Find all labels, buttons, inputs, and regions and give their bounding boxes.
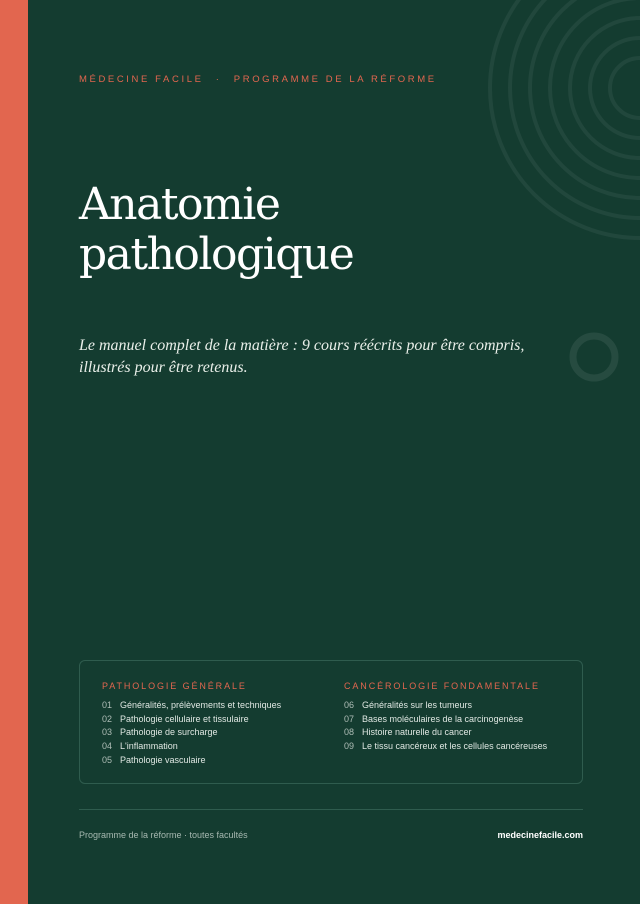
toc-item [102, 740, 281, 754]
toc-number: 09 [344, 741, 355, 752]
header-separator: · [215, 74, 222, 85]
toc-list-general [102, 699, 281, 768]
toc-number: 07 [344, 713, 355, 724]
page-title [79, 180, 353, 280]
toc-label: Généralités sur les tumeurs [362, 700, 473, 710]
toc-item [344, 740, 547, 754]
toc-label: Pathologie vasculaire [120, 754, 206, 765]
toc-item [102, 726, 281, 740]
title-line-2: pathologique [79, 229, 354, 280]
toc-number: 01 [102, 700, 113, 710]
small-ring [573, 336, 615, 378]
toc-label: Généralités, prélèvements et techniques [120, 700, 282, 710]
toc-number: 02 [102, 713, 113, 724]
program-name: PROGRAMME DE LA RÉFORME [233, 74, 437, 85]
website-link[interactable]: medecinefacile.com [497, 830, 583, 840]
toc-label: Bases moléculaires de la carcinogenèse [362, 713, 524, 724]
toc-label: Le tissu cancéreux et les cellules cancéreuses [362, 741, 548, 752]
toc-number: 08 [344, 727, 355, 738]
toc-list-cancer [344, 699, 547, 754]
toc-item [102, 713, 281, 727]
toc-label: L'inflammation [120, 741, 178, 752]
brand-name: MÉDECINE FACILE [79, 74, 204, 85]
toc-column-general [102, 681, 281, 768]
page-subtitle: Le manuel complet de la matière : 9 cours réécrits pour être compris, illustrés pour être retenus. [79, 337, 525, 376]
toc-number: 06 [344, 700, 355, 710]
toc-heading-general: PATHOLOGIE GÉNÉRALE [102, 681, 247, 691]
footer-divider [79, 809, 583, 810]
table-of-contents [79, 660, 583, 784]
toc-label: Pathologie de surcharge [120, 727, 218, 738]
toc-label: Pathologie cellulaire et tissulaire [120, 713, 249, 724]
toc-item [102, 754, 281, 768]
toc-number: 05 [102, 754, 113, 765]
title-line-1: Anatomie [79, 179, 280, 230]
toc-item [344, 699, 547, 713]
accent-bar [0, 0, 28, 904]
toc-heading-cancer: CANCÉROLOGIE FONDAMENTALE [344, 681, 540, 691]
header-eyebrow [79, 74, 437, 85]
toc-label: Histoire naturelle du cancer [362, 727, 472, 738]
footer-note: Programme de la réforme · toutes facultés [79, 830, 248, 840]
toc-number: 03 [102, 727, 113, 738]
toc-column-cancer [344, 681, 547, 754]
toc-item [344, 713, 547, 727]
toc-number: 04 [102, 741, 113, 752]
toc-item [102, 699, 281, 713]
toc-item [344, 726, 547, 740]
